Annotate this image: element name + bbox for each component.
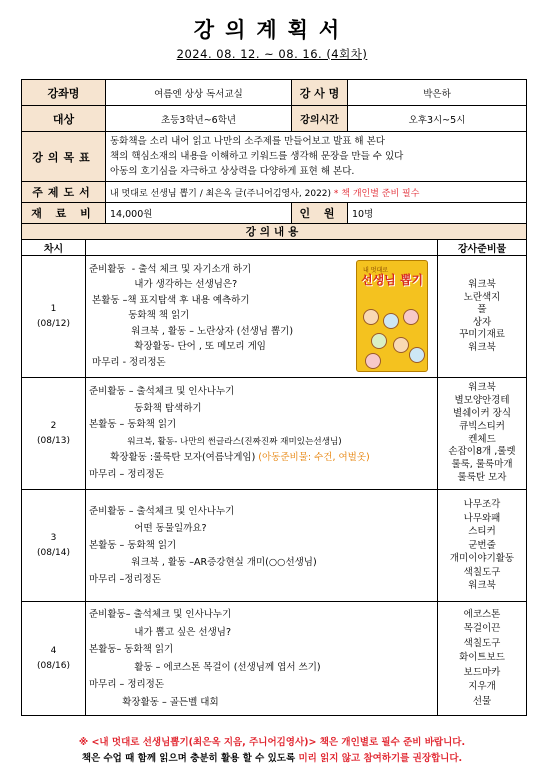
goal-item: 아동의 호기심을 자극하고 상상력을 다양하게 표현 해 본다. [110,166,355,177]
course-label: 강좌명 [22,80,106,106]
book-cover-figure [393,337,409,353]
goal-list [106,132,527,182]
book-cover-figure [365,353,381,369]
session-number-cell [22,378,86,490]
material-item: 보드마카 [463,666,501,678]
activity-line: 준비활동 – 출석체크 및 인사나누기 [89,386,235,397]
session-row [22,602,527,716]
activity-line: 확장활동- 단어 , 또 메모리 게임 [89,341,266,352]
activity-line: 준비활동– 출석체크 및 인사나누기 [89,609,232,620]
material-item: 꾸미기재료 [459,329,505,340]
material-item: 켄체드 [468,433,496,445]
book-label: 주제도서 [22,182,106,203]
activity-line: 동화책 책 읽기 [89,310,190,321]
activity-line: 어떤 동물일까요? [89,523,207,534]
schedule-table [21,223,527,716]
activity-line: 마무리 –정리정돈 [89,574,162,585]
material-item: 큐빅스티커 [459,420,505,432]
document-title: 강의계획서 [193,18,351,42]
footer-advice-highlight: 미리 읽지 않고 참여하기를 권장합니다. [298,753,463,764]
footer-advice-text: 책은 수업 때 함께 읽으며 충분히 활용 할 수 있도록 [81,753,299,764]
activity-line: 워크북 , 활동 – 노란상자 (선생님 뽑기) [89,325,294,337]
session-date: (08/16) [37,660,70,671]
material-item: 선물 [472,695,492,707]
activity-line: 본활동 – 동화책 읽기 [89,419,177,430]
target-label: 대상 [22,106,106,132]
session-number: 3 [50,532,57,543]
book-cover-figure [403,309,419,325]
session-number-cell [22,256,86,378]
activity-line: 워크북, 활동- 나만의 썬글라스(진짜진짜 재미있는선생님) [89,436,342,447]
material-item: 룰룩탄 모자 [457,471,507,483]
material-item: 색칠도구 [463,637,501,649]
goal-item: 동화책을 소리 내어 읽고 나만의 소주제를 만들어보고 발표 해 본다 [110,136,385,147]
activity-line: 본활동 –책 표지탐색 후 내용 예측하기 [89,294,250,306]
time-value: 오후3시~5시 [348,106,527,132]
material-item: 상자 [472,316,492,328]
session-materials [438,256,527,378]
session-activities [86,490,438,602]
session-materials [438,378,527,490]
target-value: 초등3학년~6학년 [106,106,292,132]
info-table [21,79,527,224]
activity-line: 준비활동 – 출석체크 및 인사나누기 [89,506,235,517]
goal-label: 강의목표 [22,132,106,182]
activity-line: 준비활동 - 출석 체크 및 자기소개 하기 [89,263,252,275]
session-activities [86,256,438,378]
material-item: 노란색지 [463,291,501,303]
col-activity-blank [86,240,438,256]
material-item: 워크북 [468,279,496,290]
activity-line: 활동 – 에코스톤 목걸이 (선생님께 엽서 쓰기) [89,661,321,673]
activity-line: 마무리 - 정리정돈 [89,356,166,368]
course-value: 여름엔 상상 독서교실 [106,80,292,106]
material-item: 워크북 [468,580,496,592]
activity-line: 확장활동 :룰룩탄 모자(여름낙게임) [89,452,259,463]
book-cover-figure [383,313,399,329]
footer-advice [0,750,544,764]
session-number: 1 [50,303,57,314]
session-materials [438,602,527,716]
material-item: 룰룩, 룰룩마개 [451,459,513,471]
activity-line: 본활동– 동화책 읽기 [89,644,174,655]
book-cell [106,182,527,203]
material-item: 나무조각 [463,499,501,511]
teacher-label: 강 사 명 [292,80,348,106]
book-cover-figure [371,333,387,349]
session-number: 4 [50,645,57,656]
material-item: 손잡이8개 ,룰렛 [448,446,516,458]
material-item: 화이트보드 [459,652,505,664]
fee-label: 재 료 비 [22,203,106,224]
people-label: 인 원 [292,203,348,224]
book-cover-figure [363,309,379,325]
fee-value: 14,000원 [106,203,292,224]
session-date: (08/14) [37,547,70,558]
people-value: 10명 [348,203,527,224]
kids-prep-note: (아동준비물: 수건, 여벌옷) [258,452,370,463]
session-row [22,256,527,378]
book-note: * 책 개인별 준비 필수 [331,188,420,199]
activity-line: 확장활동 – 골든벨 대회 [89,696,219,708]
activity-line: 내가 뽑고 싶은 선생님? [89,626,231,638]
material-item: 지우개 [468,681,496,693]
material-item: 군번줄 [468,539,496,551]
session-number: 2 [50,420,57,431]
date-range: 2024. 08. 12. ~ 08. 16. (4회차) [176,47,368,61]
material-item: 목걸이끈 [463,623,501,635]
content-header: 강의내용 [22,224,527,240]
material-item: 워크북 [468,382,496,394]
teacher-value: 박은하 [348,80,527,106]
activity-line: 마무리 – 정리정돈 [89,468,165,480]
activity-line: 본활동 – 동화책 읽기 [89,540,177,551]
col-materials: 강사준비물 [438,240,527,256]
material-item: 워크북 [468,341,496,353]
activity-line-wrap [89,450,434,467]
activity-line: 마무리 – 정리정돈 [89,679,165,690]
session-row [22,490,527,602]
book-cover-title: 선생님 뽑기 [361,272,424,287]
material-item: 별모양안경테 [454,395,510,407]
activity-line: 워크북 , 활동 –AR증강현실 개미(○○선생님) [89,557,317,568]
footer-notice: ※ <내 멋대로 선생님뽑기(최은옥 지음, 주니어김영사)> 책은 개인별로 필수 준비 바랍니다. [78,737,466,748]
session-date: (08/13) [37,435,70,446]
material-item: 풀 [477,304,487,315]
activity-line: 동화책 탐색하기 [89,402,202,414]
material-item: 별쉐이커 장식 [452,407,512,419]
material-item: 스티커 [468,526,496,538]
book-cover-figure [409,347,425,363]
material-item: 에코스톤 [463,608,501,620]
session-date: (08/12) [37,318,70,329]
session-row [22,378,527,490]
material-item: 색칠도구 [463,566,501,578]
activity-line: 내가 생각하는 선생님은? [89,279,238,290]
book-cover-series: 내 멋대로 [363,266,389,274]
col-session: 차시 [22,240,86,256]
session-number-cell [22,602,86,716]
book-value: 내 멋대로 선생님 뽑기 / 최은옥 글(주니어김영사, 2022) [110,188,332,199]
session-materials [438,490,527,602]
material-item: 나무와패 [463,512,501,524]
goal-item: 책의 핵심소재의 내용을 이해하고 키워드를 생각해 문장을 만들 수 있다 [110,151,404,162]
session-number-cell [22,490,86,602]
time-label: 강의시간 [292,106,348,132]
material-item: 개미이야기활동 [449,553,515,565]
session-activities [86,378,438,490]
book-cover-image [356,260,428,372]
session-activities [86,602,438,716]
